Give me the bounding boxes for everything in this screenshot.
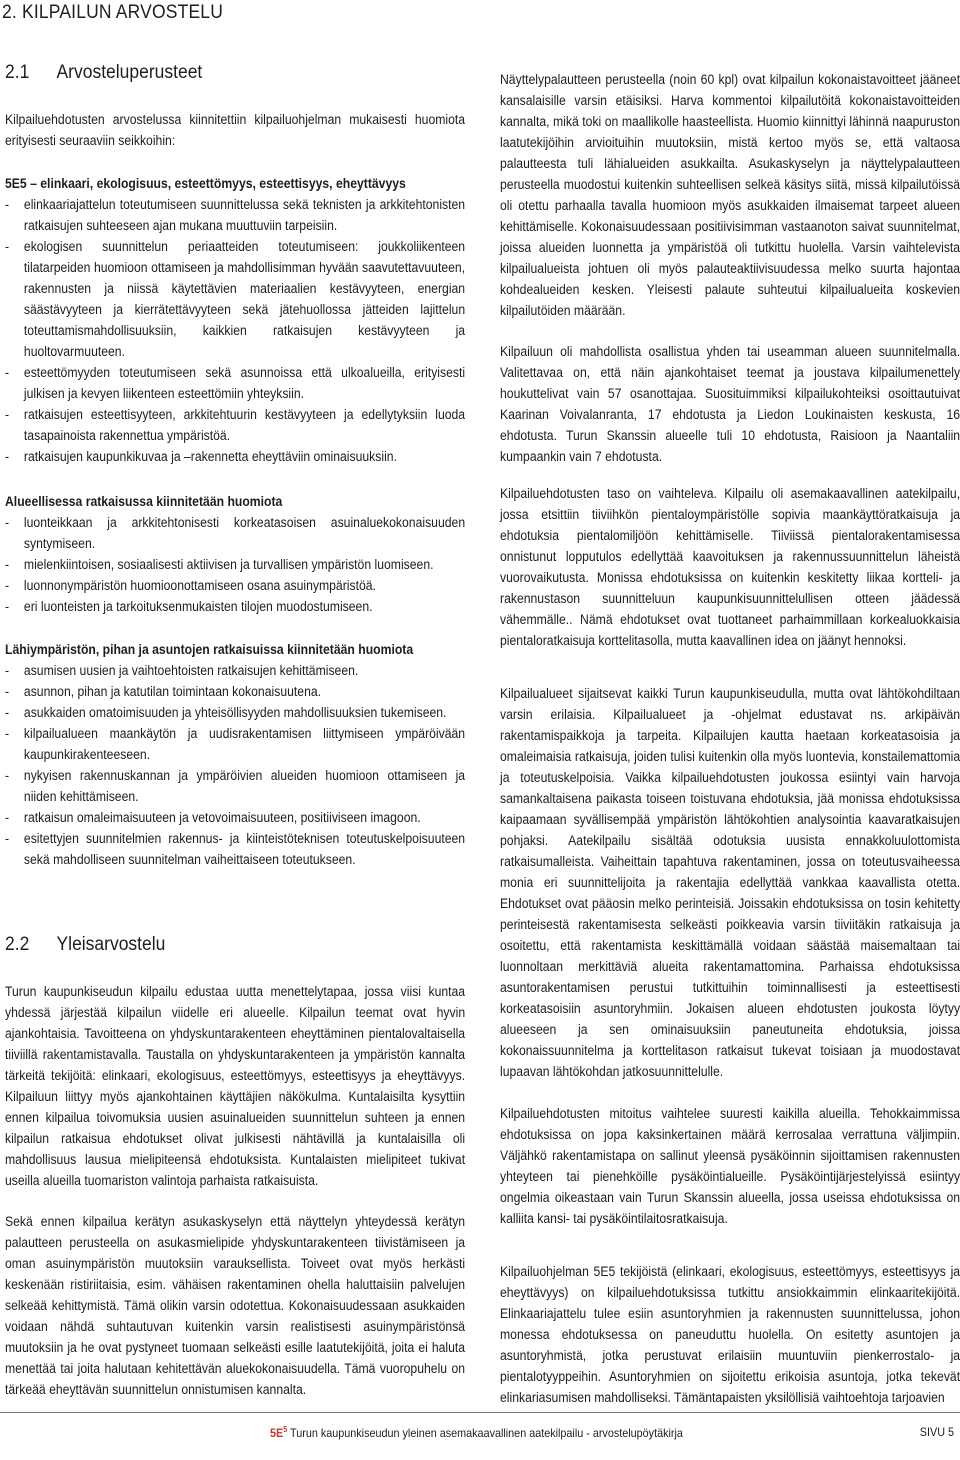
paragraph: Sekä ennen kilpailua kerätyn asukaskyselyn että näyttelyn yhteydessä kerätyn palautteen perusteella on asukasmielipide yhdyskuntarakenteen tiivistämiseen ja oman asuinympäristön muutoksiin varauksellista. Toiveet ovat myös herkästi keskenään ristiriitaisia, esim. vähäisen rakentaminen ohella haluttaisiin palvelujen selkeää kehittymistä. Tämä olikin varsin odotettua. Kokonaisuudessaan asukkaiden voidaan nähdä suhtautuvan kuitenkin varsin realistisesti asuinympäristönsä muutoksiin ja he ovat pystyneet tuomaan selkeästi esille laatutekijöitä, joita ei haluta menettää tai joita halutaan kehitettävän aluekokonaisuudella. Tämä vuoropuhelu on tärkeää eheyttävän suunnittelun onnistumisen kannalta. bbox=[5, 1214, 466, 1398]
paragraph: Turun kaupunkiseudun kilpailu edustaa uutta menettelytapaa, jossa viisi kuntaa yhdessä järjestää kilpailun viidelle eri alueelle. Kilpailun teemat ovat hyvin ajankohtaisia. Tavoitteena on yhdyskuntarakenteen eheyttäminen pientalovaltaisella tiiviillä rakentamistavalla. Taustalla on yhdyskuntarakenteen ja ympäristön kannalta tärkeitä tekijöitä: elinkaari, ekologisuus, esteettömyys, esteettisyys ja eheyttävyys. Kilpailuun liittyy myös ajankohtainen käyttäjien näkökulma. Kuntalaisilta kysyttiin ennen kilpailua toivomuksia uusien asuinalueiden suunnittelun suhteen ja ennen kilpailun ratkaisua ehdotukset olivat julkisesti nähtävillä ja kuntalaisilla oli mahdollisuus lausua mielipiteensä ehdotuksista. Kuntalaisten mielipiteet tukivat useilla alueilla tuomariston valintoja parhaista ratkaisuista. bbox=[5, 984, 466, 1189]
section-heading-2-1 bbox=[5, 62, 202, 83]
5e5-logo bbox=[270, 1426, 287, 1440]
intro-paragraph: Kilpailuehdotusten arvostelussa kiinnitettiin kilpailuohjelman mukaisesti huomiota erityisesti seuraaviin seikkoihin: bbox=[5, 112, 466, 149]
list-item: - eri luonteisten ja tarkoituksenmukaisten tilojen muodostumiseen. bbox=[5, 597, 465, 618]
list-item: - luonnonympäristön huomioonottamiseen osana asuinympäristöä. bbox=[5, 576, 465, 597]
list-item: - mielenkiintoisen, sosiaalisesti aktiivisen ja turvallisen ympäristön luomiseen. bbox=[5, 555, 465, 576]
paragraph: Kilpailuohjelman 5E5 tekijöistä (elinkaari, ekologisuus, esteettömyys, esteettisyys ja eheyttävyys) on kilpailuehdotuksissa tutkittu ansiokkaimmin elinkaaritekijöitä. Elinkaariajattelu tulee esiin asuntoryhmien ja rakennusten suunnittelussa, johon monessa ehdotuksessa on paneuduttu huolella. On esitetty asuntojen ja asuntoryhmistä, jotka perustuvat erilaisiin muuntuviin pienkerrostalo- ja pientalotyyppeihin. Asuntoryhmien on sijoitettu erikoisia asuntoja, jotka tekevät elinkariasumisen mahdolliseksi. Tämäntapaisten yksilöllisiä vaihtoehtoja tarjoavien bbox=[500, 1264, 960, 1406]
footer-rule bbox=[0, 1412, 960, 1413]
footer bbox=[270, 1425, 683, 1440]
chapter-title: 2. KILPAILUN ARVOSTELU bbox=[2, 2, 224, 23]
list-item: - kilpailualueen maankäytön ja uudisrakentamisen liittymiseen ympäröivään kaupunkirakenteeseen. bbox=[5, 724, 465, 766]
section-number: 2.1 bbox=[5, 62, 30, 83]
right-paragraph-5-block bbox=[500, 1104, 960, 1230]
list-item: - asukkaiden omatoimisuuden ja yhteisöllisyyden mahdollisuuksien tukemiseen. bbox=[5, 703, 465, 724]
list-item: - nykyisen rakennuskannan ja ympäröivien alueiden huomioon ottamiseen ja niiden kehittämiseen. bbox=[5, 766, 465, 808]
list-item: - ratkaisun omaleimaisuuteen ja vetovoimaisuuteen, positiiviseen imagoon. bbox=[5, 808, 465, 829]
list-item: - ratkaisujen kaupunkikuvaa ja –rakennetta eheyttäviin ominaisuuksiin. bbox=[5, 447, 465, 468]
logo-superscript: 5 bbox=[283, 1425, 288, 1434]
section-2-body-2 bbox=[5, 1212, 465, 1401]
paragraph: Kilpailuehdotusten taso on vaihteleva. Kilpailu oli asemakaavallinen aatekilpailu, jossa etsittiin tiiviihkön pientaloympäristölle sopivia maankäyttöratkaisuja ja ehdotuksia pientalomiljöön kehittämiselle. Tiiviissä pientalorakentamisessa onnistunut lopputulos edellyttää kaavoituksen ja rakennussuunnittelun läheistä vuorovaikutusta. Monissa ehdotuksissa on kuitenkin keskitetty liikaa kortteli- ja rakennustason suunnitteluun kaupunkisuunnittelullisen otteen jäädessä vähemmälle.. Nämä ehdotukset ovat tuottaneet parhaimmillaan korkealuokkaisia pientaloratkaisuja korttelitasolla, mutta kaavallinen idea on jäänyt hennoksi. bbox=[500, 486, 960, 649]
paragraph: Kilpailuehdotusten mitoitus vaihtelee suuresti kaikilla alueilla. Tehokkaimmissa ehdotuksissa on jopa kaksinkertainen määrä kerrosalaa verrattuna väljimpiin. Väljähkö rakentamistapa on sallinut yleensä pysäköinnin sijoittamisen rakennusten yhteyteen tai pienehköille pysäköintialueille. Pysäköintijärjestelyissä esiintyy ongelmia oikeastaan vain Turun Skanssin alueella, jossa useissa ehdotuksissa on kalliita kansi- tai pysäköintilaitosratkaisuja. bbox=[500, 1106, 960, 1227]
section-number: 2.2 bbox=[5, 934, 30, 955]
criteria-5e5-block bbox=[5, 174, 465, 468]
section-2-body-1 bbox=[5, 982, 465, 1192]
list-item: - asumisen uusien ja vaihtoehtoisten ratkaisujen kehittämiseen. bbox=[5, 661, 465, 682]
right-paragraph-6-block bbox=[500, 1262, 960, 1409]
logo-text: 5E bbox=[270, 1426, 284, 1440]
right-paragraph-3-block bbox=[500, 484, 960, 652]
list-item: - esitettyjen suunnitelmien rakennus- ja kiinteistöteknisen toteutuskelpoisuuteen sekä mahdolliseen suunnitelman vaiheittaiseen toteutukseen. bbox=[5, 829, 465, 871]
regional-criteria-block bbox=[5, 492, 465, 618]
list-item: - elinkaariajattelun toteutumiseen suunnittelussa sekä teknisten ja arkkitehtonisten ratkaisujen suhteeseen ajan mukana muuttuviin tarpeisiin. bbox=[5, 195, 465, 237]
criteria-5e5-heading: 5E5 – elinkaari, ekologisuus, esteettömyys, esteettisyys, eheyttävyys bbox=[5, 176, 406, 192]
list-item: - ekologisen suunnittelun periaatteiden toteutumiseen: joukkoliikenteen tilatarpeiden huomioon ottamiseen ja mahdollisimman hyvään saavutettavuuteen, rakennusten ja niissä käytettävien materiaalien kestävyyteen, energian säästävyyteen ja kierrätettävyyteen sekä jätehuollossa jätteiden lajittelun toteuttamismahdollisuuksiin, kaikkien ratkaisujen kestävyyteen ja huoltovarmuuteen. bbox=[5, 237, 465, 363]
local-criteria-list bbox=[5, 661, 465, 871]
page-number: SIVU 5 bbox=[919, 1425, 954, 1439]
section-title: Yleisarvostelu bbox=[56, 934, 166, 955]
section-title: Arvosteluperusteet bbox=[56, 62, 203, 83]
list-item: - asunnon, pihan ja katutilan toimintaan kokonaisuutena. bbox=[5, 682, 465, 703]
local-criteria-heading: Lähiympäristön, pihan ja asuntojen ratkaisuissa kiinnitetään huomiota bbox=[5, 642, 414, 658]
list-item: - esteettömyyden toteutumiseen sekä asunnoissa että ulkoalueilla, erityisesti julkisen ja kevyen liikenteen esteettömiin yhteyksiin. bbox=[5, 363, 465, 405]
right-paragraph-2-block bbox=[500, 342, 960, 468]
footer-title: Turun kaupunkiseudun yleinen asemakaavallinen aatekilpailu - arvostelupöytäkirja bbox=[290, 1426, 683, 1440]
section-heading-2-2 bbox=[5, 934, 165, 955]
right-paragraph-4-block bbox=[500, 684, 960, 1083]
regional-criteria-list bbox=[5, 513, 465, 618]
criteria-5e5-list bbox=[5, 195, 465, 468]
paragraph: Kilpailuun oli mahdollista osallistua yhden tai useamman alueen suunnitelmalla. Valitettavaa on, että näin ajankohtaiset teemat ja joustava kilpailumenettely houkuttelivat vain 57 osanottajaa. Suosituimmiksi kilpailukohteiksi osoittautuivat Kaarinan Voivalanranta, 17 ehdotusta ja Liedon Loukinaisten keskusta, 16 ehdotusta. Turun Skanssin alueelle tuli 10 ehdotusta, Raisioon ja Naantaliin kumpaankin vain 7 ehdotusta. bbox=[500, 344, 960, 465]
list-item: - luonteikkaan ja arkkitehtonisesti korkeatasoisen asuinaluekokonaisuuden syntymiseen. bbox=[5, 513, 465, 555]
paragraph: Näyttelypalautteen perusteella (noin 60 kpl) ovat kilpailun kokonaistavoitteet jääneet kansalaisille varsin etäisiksi. Harva kommentoi kilpailutöitä kokonaistavoitteiden kannalta, mikä toki on maallikolle haasteellista. Huomio kiinnittyi lähinnä naapuruston laatutekijöihin arvioituihin muutoksiin, mistä kertoo myös se, että valtaosa palautteesta tuli lähialueiden asukkailta. Asukaskyselyn ja näyttelypalautteen perusteella muodostui kuitenkin suhteellisen selkeä käsitys siitä, missä kilpailutöissä oli otettu parhaalla tavalla huomioon myös asukkaiden ilmaisemat tarpeet alueen kehittämiselle. Kokonaisuudessaan positiivisimman vastaanoton saivat suunnitelmat, joissa alueiden luonnetta ja ympäristöä oli tutkittu huolella. Varsin vaihtelevista kilpailualueista johtuen oli myös palauteaktiivisuudessa melko suurta hajontaa kohdealueiden kesken. Yleisesti palaute suhteutui kilpailualueita koskevien kilpailutöiden määrään. bbox=[500, 72, 960, 319]
list-item: - ratkaisujen esteettisyyteen, arkkitehtuurin kestävyyteen ja edellytyksiin luoda tasapainoista rakennettua ympäristöä. bbox=[5, 405, 465, 447]
regional-criteria-heading: Alueellisessa ratkaisussa kiinnitetään huomiota bbox=[5, 494, 283, 510]
local-criteria-block bbox=[5, 640, 465, 871]
paragraph: Kilpailualueet sijaitsevat kaikki Turun kaupunkiseudulla, mutta ovat lähtökohdiltaan varsin erilaisia. Kilpailualueet ja -ohjelmat edustavat ns. arkipäivän rakentamispaikkoja ja tarpeita. Kilpailujen kautta haetaan korkeatasoisia ja omaleimaisia ratkaisuja, joiden tulisi kuitenkin olla myös luontevia, konstailemattomia ja toteutuskelpoisia. Vaikka kilpailuehdotusten joukossa esiintyi vain harvoja samankaltaisena paikasta toiseen toistuvana ehdotuksia, jää monissa ehdotuksissa kaipaamaan syvällisempää ympäristön lähtökohtien analysointia kaavaratkaisujen pohjaksi. Aatekilpailu sisältää odotuksia uusista ennakkoluulottomista ratkaisumalleista. Vaiheittain tapahtuva rakentaminen, jossa on toteutusvaiheessa monia eri suunnittelijoita ja rakentajia edellyttää vankkaa kaavallista otetta. Ehdotukset ovat pääosin melko perinteisiä. Joissakin ehdotuksissa on tosin kehitetty perinteisestä rakentamisesta selkeästi poikkeavia varsin tiiviitäkin ratkaisuja ja osoitettu, että rakentamista keskittämällä voidaan säästää maisemaltaan tai luonnoltaan merkittäviä alueita rakentamattomina. Parhaissa ehdotuksissa asuntorakentamisen perustui tutkittuihin toiminnallisesti ja esteettisesti korkeatasoisiin asuntoryhmiin. Jokaisen alueen ehdotusten joukosta löytyy alueeseen ja sen ominaisuuksiin paneutuneita ehdotuksia, joissa kokonaissuunnitelma ja korttelitason ratkaisut tukevat toisiaan ja muodostavat lupaavan lähtökohdan jatkosuunnittelulle. bbox=[500, 686, 960, 1080]
section-1-body bbox=[5, 110, 465, 152]
right-paragraph-1-block bbox=[500, 70, 960, 322]
